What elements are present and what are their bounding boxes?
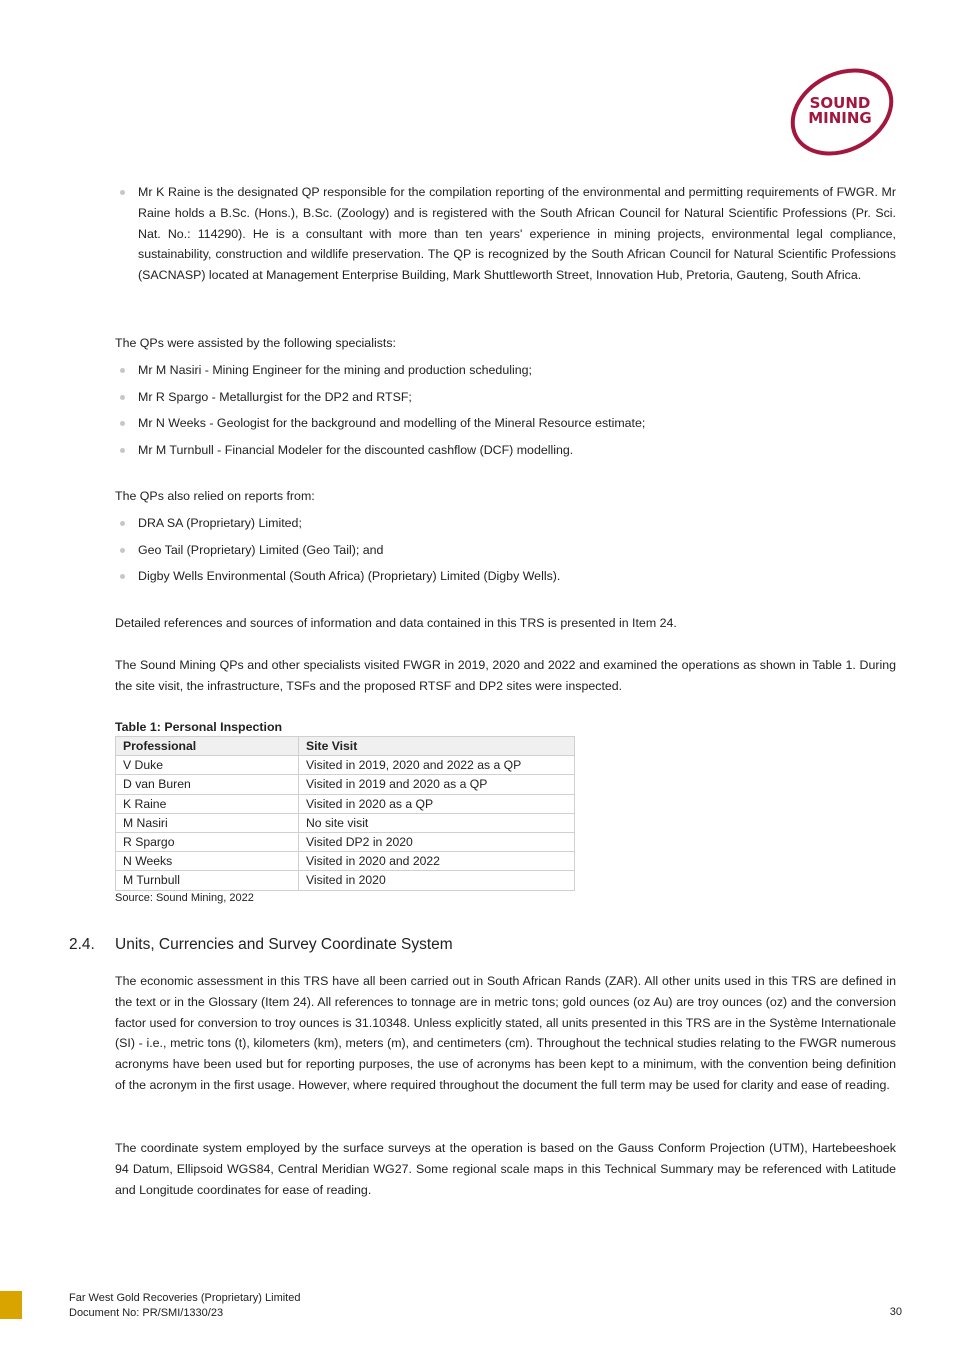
cell: K Raine <box>116 794 299 813</box>
table-row <box>116 852 575 871</box>
cell: N Weeks <box>116 852 299 871</box>
table-row <box>116 775 575 794</box>
section-number: 2.4. <box>69 936 95 953</box>
table-source: Source: Sound Mining, 2022 <box>115 891 254 904</box>
personal-inspection-table-block <box>115 719 575 906</box>
cell: R Spargo <box>116 832 299 851</box>
footer-document-number: Document No: PR/SMI/1330/23 <box>69 1307 224 1319</box>
raine-section <box>115 182 896 286</box>
bullet-icon <box>120 574 125 579</box>
list-item <box>115 413 896 434</box>
footer <box>69 1291 300 1321</box>
cell: Visited in 2020 and 2022 <box>299 852 575 871</box>
list-item <box>115 440 896 461</box>
cell: D van Buren <box>116 775 299 794</box>
list-item <box>115 387 896 408</box>
bullet-text: Mr K Raine is the designated QP responsible for the compilation reporting of the environmental and permitting requirements of FWGR. Mr Raine holds a B.Sc. (Hons.), B.Sc. (Zoology) and is registered with the South African Council for Natural Scientific Professions (Pr. Sci. Nat. No.: 114290). He is a consultant with more than ten years' experience in mining projects, environmental legal compliance, sustainability, construction and wildlife preservation. The QP is recognized by the South African Council for Natural Scientific Professions (SACNASP) located at Management Enterprise Building, Mark Shuttleworth Street, Innovation Hub, Pretoria, Gauteng, South Africa. <box>138 185 896 283</box>
table-row <box>116 832 575 851</box>
list-item <box>115 182 896 286</box>
reports-intro: The QPs also relied on reports from: <box>115 489 315 503</box>
cell: Visited in 2019, 2020 and 2022 as a QP <box>299 756 575 775</box>
section-heading <box>69 936 453 954</box>
table-row <box>116 813 575 832</box>
list-item <box>115 360 896 381</box>
personal-inspection-table <box>115 736 575 891</box>
bullet-icon <box>120 448 125 453</box>
bullet-text: Geo Tail (Proprietary) Limited (Geo Tail); and <box>138 542 384 557</box>
footer-company: Far West Gold Recoveries (Proprietary) Limited <box>69 1292 301 1304</box>
cell: Visited in 2020 as a QP <box>299 794 575 813</box>
footer-tab <box>0 1291 22 1319</box>
bullet-text: Mr N Weeks - Geologist for the background and modelling of the Mineral Resource estimate; <box>138 416 646 431</box>
units-paragraph: The economic assessment in this TRS have all been carried out in South African Rands (ZAR). All other units used in this TRS are defined in the text or in the Glossary (Item 24). All references to tonnage are in metric tons; gold ounces (oz Au) are troy ounces (oz) and the conversion factor used for conversion to troy ounces is 31.10348. Unless explicitly stated, all units presented in this TRS are in the Système Internationale (SI) - i.e., metric tons (t), kilometers (km), meters (m), and centimeters (cm). Throughout the technical studies relating to the FWGR numerous acronyms have been used but for reporting purposes, the use of acronyms has been kept to a minimum, with the convention being definition of the acronym in the first usage. However, where required throughout the document the full term may be used for clarity and ease of reading. <box>115 974 896 1092</box>
list-item <box>115 513 896 534</box>
references-paragraph: Detailed references and sources of information and data contained in this TRS is presented in Item 24. <box>115 616 677 630</box>
cell: Visited DP2 in 2020 <box>299 832 575 851</box>
bullet-text: DRA SA (Proprietary) Limited; <box>138 515 302 530</box>
table-caption: Table 1: Personal Inspection <box>115 720 283 734</box>
cell: Visited in 2020 <box>299 871 575 890</box>
reports-section <box>115 486 896 587</box>
cell: Visited in 2019 and 2020 as a QP <box>299 775 575 794</box>
bullet-text: Digby Wells Environmental (South Africa) (Proprietary) Limited (Digby Wells). <box>138 569 561 584</box>
bullet-text: Mr M Turnbull - Financial Modeler for the discounted cashflow (DCF) modelling. <box>138 443 574 458</box>
logo-text-mining: MINING <box>808 109 872 127</box>
cell: M Nasiri <box>116 813 299 832</box>
bullet-icon <box>120 395 125 400</box>
table-row <box>116 756 575 775</box>
cell: V Duke <box>116 756 299 775</box>
bullet-icon <box>120 548 125 553</box>
list-item <box>115 540 896 561</box>
cell: M Turnbull <box>116 871 299 890</box>
list-item <box>115 566 896 587</box>
logo-text-sound: SOUND <box>809 94 871 112</box>
bullet-icon <box>120 368 125 373</box>
header-site-visit: Site Visit <box>299 737 575 756</box>
coordinate-paragraph: The coordinate system employed by the surface surveys at the operation is based on the Gauss Conform Projection (UTM), Hartebeeshoek 94 Datum, Ellipsoid WGS84, Central Meridian WG27. Some regional scale maps in this Technical Summary may be referenced with Latitude and Longitude coordinates for ease of reading. <box>115 1141 896 1197</box>
bullet-icon <box>120 190 125 195</box>
table-row <box>116 871 575 890</box>
bullet-icon <box>120 521 125 526</box>
cell: No site visit <box>299 813 575 832</box>
specialists-intro: The QPs were assisted by the following specialists: <box>115 336 396 350</box>
table-header-row <box>116 737 575 756</box>
bullet-text: Mr R Spargo - Metallurgist for the DP2 and RTSF; <box>138 389 412 404</box>
page-number: 30 <box>889 1306 902 1318</box>
specialists-section <box>115 333 896 461</box>
sound-mining-logo <box>786 68 898 156</box>
section-title: Units, Currencies and Survey Coordinate System <box>115 936 453 953</box>
bullet-icon <box>120 421 125 426</box>
header-professional: Professional <box>116 737 299 756</box>
table-row <box>116 794 575 813</box>
site-visit-paragraph: The Sound Mining QPs and other specialists visited FWGR in 2019, 2020 and 2022 and examined the operations as shown in Table 1. During the site visit, the infrastructure, TSFs and the proposed RTSF and DP2 sites were inspected. <box>115 658 896 693</box>
bullet-text: Mr M Nasiri - Mining Engineer for the mining and production scheduling; <box>138 362 532 377</box>
